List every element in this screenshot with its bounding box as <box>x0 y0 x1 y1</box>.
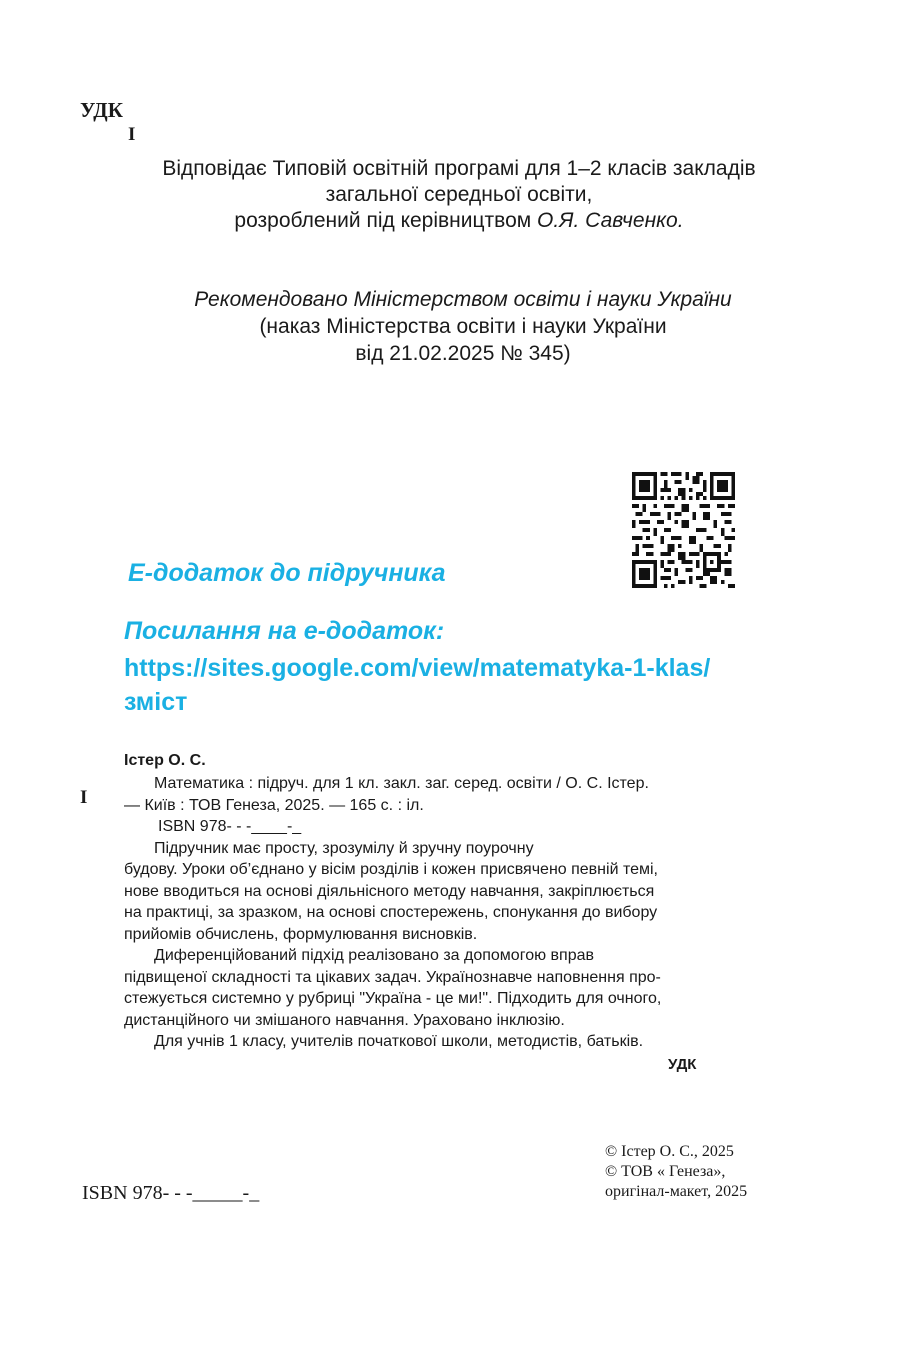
bib-line: Підручник має просту, зрозумілу й зручну поурочну <box>154 839 534 857</box>
program-line-3 <box>0 208 918 234</box>
bib-line: прийомів обчислень, формулювання висновків. <box>124 925 478 943</box>
copyright-line-1: © Істер О. С., 2025 <box>605 1143 734 1160</box>
program-author: О.Я. Савченко. <box>537 209 684 232</box>
e-addon-url-line-1[interactable]: https://sites.google.com/view/matematyka-1-klas/ <box>124 654 711 682</box>
bib-line: підвищеної складності та цікавих задач. Українознавче наповнення про- <box>124 968 661 986</box>
e-addon-link-label: Посилання на е-додаток: <box>124 617 445 645</box>
e-addon-url-line-2[interactable]: зміст <box>124 688 188 716</box>
recommended-line-3: від 21.02.2025 № 345) <box>355 342 571 365</box>
bib-line: будову. Уроки об’єднано у вісім розділів і кожен присвячено певній темі, <box>124 861 658 878</box>
copyright-block <box>605 1142 747 1202</box>
bib-line: дистанційного чи змішаного навчання. Ураховано інклюзію. <box>124 1011 565 1029</box>
bib-line: стежується системно у рубриці "Україна - це ми!". Підходить для очного, <box>124 990 662 1007</box>
bib-line: Для учнів 1 класу, учителів початкової школи, методистів, батьків. <box>154 1033 644 1050</box>
recommended-line-1: Рекомендовано Міністерством освіти і науки України <box>194 288 732 311</box>
bib-description <box>124 773 661 1053</box>
e-addon-title: Е-додаток до підручника <box>128 559 446 587</box>
udk-top: УДК <box>80 98 123 122</box>
recommendation <box>0 286 918 367</box>
bib-author: Істер О. С. <box>124 752 206 769</box>
bib-line: нове вводиться на основі діяльнісного методу навчання, закріплюється <box>124 882 655 900</box>
bib-index-letter: I <box>80 787 88 808</box>
copyright-line-3: оригінал-макет, 2025 <box>605 1183 748 1200</box>
udk-top-letter: I <box>128 124 136 145</box>
recommended-line-2: (наказ Міністерства освіти і науки України <box>259 315 667 338</box>
program-statement <box>0 156 918 234</box>
program-line-2: загальної середньої освіти, <box>325 183 593 206</box>
bib-isbn: ISBN 978- - -____-_ <box>158 818 302 835</box>
bib-line: — Київ : ТОВ Генеза, 2025. — 165 с. : іл. <box>124 796 424 814</box>
isbn-bottom: ISBN 978- - -_____-_ <box>82 1182 260 1204</box>
bib-line: Диференційований підхід реалізовано за допомогою вправ <box>154 947 594 964</box>
copyright-line-2: © ТОВ « Генеза», <box>605 1163 726 1180</box>
qr-code <box>632 472 735 588</box>
program-line-3-text: розроблений під керівництвом <box>234 209 538 232</box>
bib-line: Математика : підруч. для 1 кл. закл. заг. серед. освіти / О. С. Істер. <box>154 775 649 792</box>
e-addon-url[interactable] <box>124 651 710 719</box>
bib-line: на практиці, за зразком, на основі спостережень, спонукання до вибору <box>124 904 658 921</box>
bib-udk: УДК <box>668 1056 697 1073</box>
program-line-1: Відповідає Типовій освітній програмі для 1–2 класів закладів <box>162 157 756 180</box>
